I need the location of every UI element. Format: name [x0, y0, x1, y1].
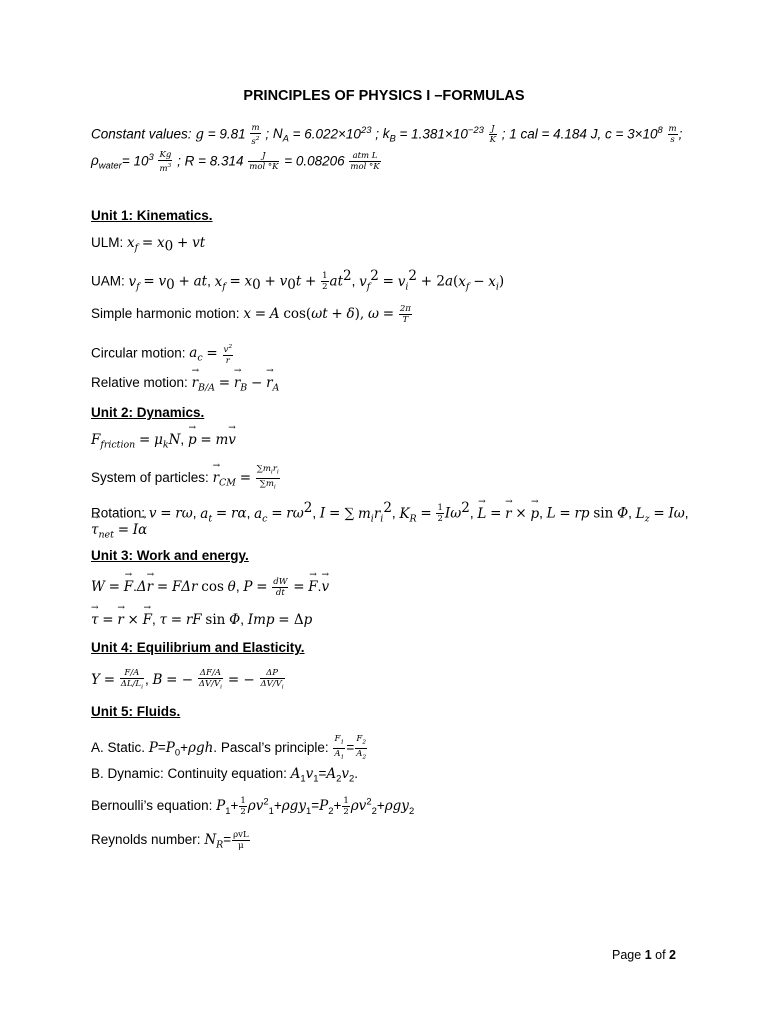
ulm-label: ULM:: [91, 235, 124, 250]
relative-formula: Relative motion: → $r_{B/A}$ = → $r_B$ − → $r_A$: [91, 375, 279, 394]
rotation-formula-1: Rotation: v = rω, $a_t = r\alpha$, $a_c = r\omega^2$, I = ∑ $m_ir_i^2$, $K_R$ = $\frac{1}{2}$ $I\omega^2$, → L = → r × → p, L = rp sin Φ, $L_z = I\omega$,: [91, 500, 689, 524]
bernoulli-label: Bernoulli’s equation:: [91, 798, 213, 814]
page-current: 1: [644, 948, 652, 962]
continuity-formula: B. Dynamic: Continuity equation: $A_1v_1=A_2v_2$.: [91, 766, 359, 785]
bernoulli-formula: Bernoulli’s equation: $P_1+$ $\frac{1}{2}$ $\rho v^2_1+\rho gy_1=P_2+$ $\frac{1}{2}$ $\rho v^2_2+\rho gy_2$: [91, 796, 415, 817]
circular-label: Circular motion:: [91, 345, 186, 361]
ulm-formula: ULM: $x_f = x_0$ + vt: [91, 235, 206, 255]
reynolds-label: Reynolds number:: [91, 832, 201, 848]
system-formula: System of particles: → $r_{CM}$ = $\frac{\sum m_ir_i}{\sum m_i}$: [91, 464, 281, 492]
constants-line-1: Constant values: g = 9.81 $\frac{m}{s^2}$ ; $N_A = 6.022\times 10^{23}$ ; $k_B = 1.381\times 10^{-23}$ $\frac{J}{K}$ ; 1 cal = 4.184 J, $c = 3\times 10^8$ $\frac{m}{s}$ ;: [91, 123, 683, 147]
document-title: PRINCIPLES OF PHYSICS I –FORMULAS: [243, 88, 525, 104]
constants-line-2: $\rho_{water}= 10^3$ $\frac{Kg}{m^3}$ ; R = 8.314 $\frac{J}{\text{mol °K}}$ = 0.08206 $\frac{\text{atm L}}{\text{mol °K}}$: [91, 150, 380, 174]
relative-label: Relative motion:: [91, 375, 188, 390]
page-total: 2: [669, 948, 676, 962]
constants-label: Constant values:: [91, 126, 192, 142]
elasticity-formula: Y = $\frac{F/A}{\Delta L/L_i}$ , B = − $\frac{\Delta F/A}{\Delta V/V_i}$ = − $\frac{\Delta P}{\Delta V/V_i}$: [91, 668, 284, 691]
shm-formula: Simple harmonic motion: x = A cos(ωt + δ), ω = $\frac{2\pi}{T}$: [91, 304, 411, 325]
circular-formula: Circular motion: $a_c$ = $\frac{v^2}{r}$: [91, 343, 233, 366]
system-label: System of particles:: [91, 469, 209, 485]
unit3-title: Unit 3: Work and energy.: [91, 548, 249, 563]
static-label: A. Static.: [91, 739, 146, 755]
unit1-heading: [91, 208, 213, 223]
unit5-heading: [91, 704, 180, 719]
shm-label: Simple harmonic motion:: [91, 306, 240, 322]
rotation-formula-2: → $\tau_{net} = I\to \alpha$: [91, 522, 147, 541]
friction-formula: $F_{friction} = \mu_kN$, → p = m→ v: [91, 432, 236, 451]
uam-label: UAM:: [91, 273, 125, 289]
rotation-label: Rotation:: [91, 505, 146, 521]
unit1-title: Unit 1: Kinematics.: [91, 208, 213, 223]
uam-formula: UAM: $v_f = v_0$ + at, $x_f = x_0 + v_0t$ + $\frac{1}{2}$ $at^2$, $v_f^2 = v_i^2 + 2a(x_f - x_i)$: [91, 268, 505, 294]
reynolds-formula: Reynolds number: $N_R=$ $\frac{\text{ρvL}}{\mu}$: [91, 830, 249, 851]
unit5-title: Unit 5: Fluids.: [91, 704, 181, 719]
static-formula: A. Static. $P=P_0+\rho gh$. Pascal’s principle: $\frac{F_1}{A_1}$ = $\frac{F_2}{A_2}$: [91, 734, 367, 761]
unit4-title: Unit 4: Equilibrium and Elasticity.: [91, 640, 305, 655]
torque-formula: → τ = → r × → F, τ = rF sin Φ, Imp = Δp: [91, 612, 312, 628]
of-label: of: [655, 948, 666, 962]
unit3-heading: [91, 548, 249, 563]
pascal-label: Pascal’s principle:: [220, 739, 329, 755]
page-number: [612, 948, 676, 962]
work-formula: W = → F.Δ→ r = FΔr cos θ, P = $\frac{dW}{dt}$ = → F.→ v: [91, 577, 329, 598]
unit4-heading: [91, 640, 305, 655]
unit2-title: Unit 2: Dynamics.: [91, 405, 205, 420]
page-label: Page: [612, 948, 642, 962]
unit2-heading: [91, 405, 204, 420]
continuity-label: B. Dynamic: Continuity equation:: [91, 766, 287, 781]
